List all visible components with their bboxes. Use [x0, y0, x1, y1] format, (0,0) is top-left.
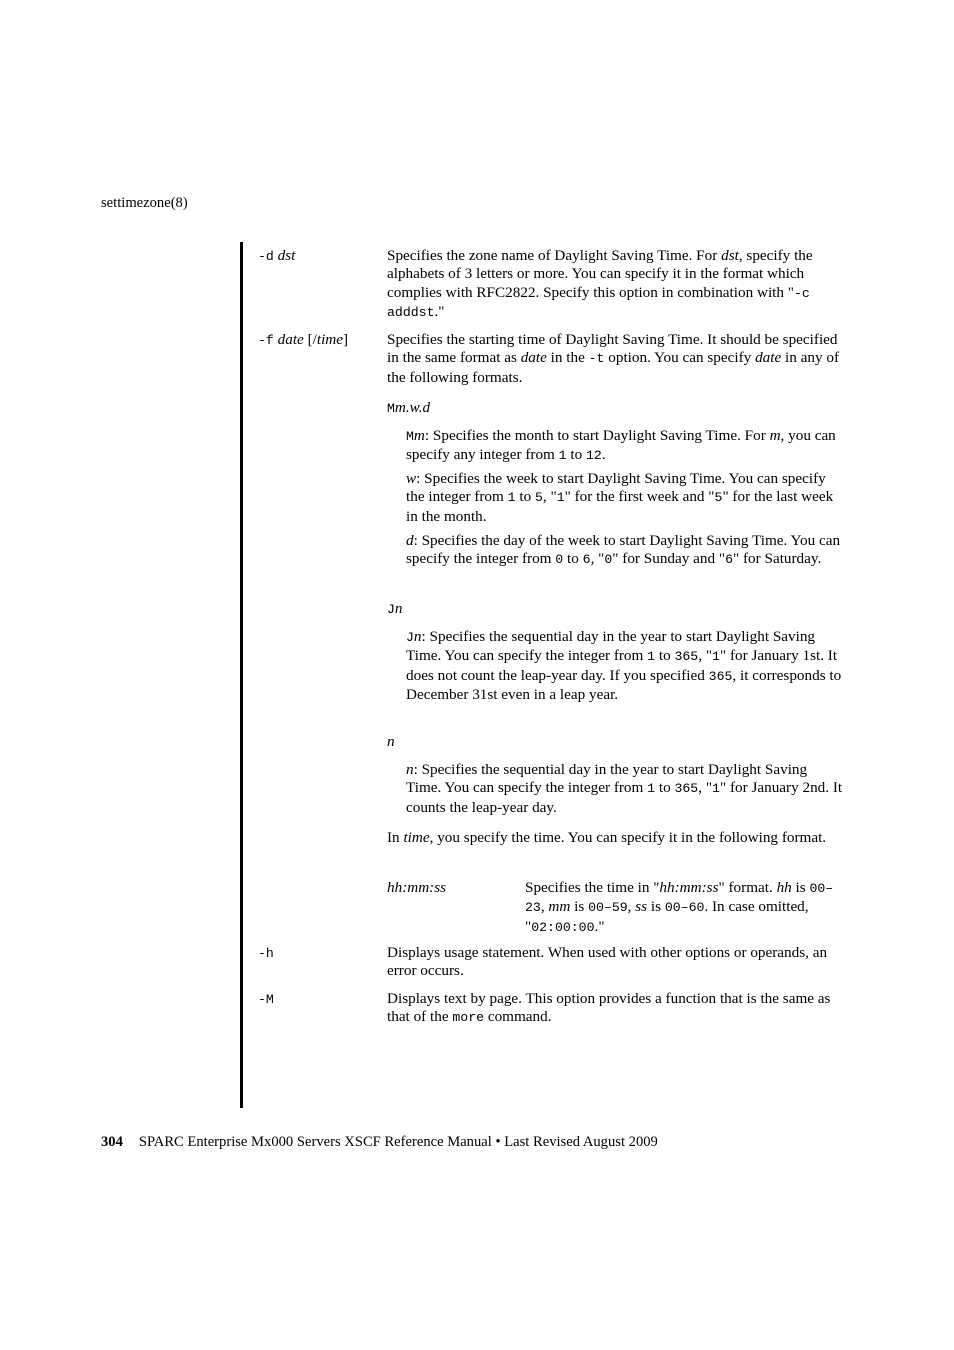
text-run: : Specifies the week to start Daylight Saving Time. You can specify the integer from	[406, 470, 826, 506]
text-run: n	[406, 761, 414, 778]
text-run: to	[563, 550, 583, 568]
option-h	[258, 944, 274, 963]
text-run: hh:mm:ss	[659, 879, 719, 896]
option-d	[258, 247, 295, 266]
option-arg-time: time	[316, 331, 344, 348]
text-run: is	[647, 898, 665, 916]
text-run: 0	[555, 552, 564, 568]
text-run: J	[387, 602, 395, 617]
text-run: 00–59	[588, 900, 628, 916]
page-number: 304	[101, 1134, 123, 1150]
format-mwd-item-m	[406, 427, 843, 466]
text-run: 12	[586, 448, 602, 464]
format-mwd-item-d	[406, 532, 843, 570]
text-run: m.w.d	[394, 399, 431, 416]
text-run: dst	[721, 247, 739, 264]
text-run: " for Sunday and "	[612, 550, 726, 568]
text-run: " for the first week and "	[564, 488, 715, 506]
page-footer	[101, 1133, 658, 1151]
text-run: to	[655, 779, 675, 797]
text-run: to	[515, 488, 535, 506]
text-run: " for the last week in the month.	[406, 488, 834, 525]
text-run: in any of the following formats.	[387, 349, 840, 386]
change-bar	[240, 242, 243, 1108]
text-run: n	[413, 628, 422, 645]
text-run: In	[387, 829, 404, 846]
text-run: , "	[590, 550, 605, 568]
text-run: : Specifies the sequential day in the year to start Daylight Saving Time. You can specify the integer from	[406, 761, 808, 797]
format-label-n	[387, 733, 395, 751]
text-run: 0	[604, 552, 613, 568]
text-run: " for January 1st. It does not count the leap-year day. If you specified	[406, 647, 838, 684]
text-run: 1	[712, 781, 720, 797]
format-n-item	[406, 761, 843, 817]
text-run: date	[520, 349, 547, 367]
text-run: , "	[698, 779, 713, 797]
option-f-description	[387, 331, 843, 387]
text-run: , specify the alphabets of 3 letters or more. You can specify it in the format which complies with RFC2822. Specify this option in combination with "	[387, 247, 813, 301]
text-run: " format.	[718, 879, 777, 896]
text-run: n	[394, 600, 403, 617]
text-run: hh	[776, 879, 792, 896]
text-run: is	[791, 879, 810, 896]
text-run: w	[406, 470, 417, 487]
text-run: m	[413, 427, 425, 444]
text-run: -t	[588, 351, 605, 367]
text-run: , you can specify any integer from	[406, 427, 836, 464]
text-run: option. You can specify	[604, 349, 756, 367]
text-run: in the	[546, 349, 589, 367]
text-run: .	[601, 446, 606, 464]
text-run: Specifies the zone name of Daylight Saving Time. For	[387, 247, 722, 264]
format-label-jn	[387, 600, 403, 619]
text-run: " for January 2nd. It counts the leap-year day.	[406, 779, 843, 816]
text-run: -c adddst	[387, 285, 810, 321]
text-run: : Specifies the month to start Daylight Saving Time. For	[424, 427, 770, 444]
text-run: m	[769, 427, 781, 444]
text-run: 1	[647, 649, 656, 665]
text-run: 00–60	[664, 900, 705, 916]
option-h-description	[387, 944, 843, 981]
bracket-open: [/	[307, 331, 317, 348]
text-run: 365	[708, 668, 733, 684]
text-run: 6	[725, 552, 733, 568]
manual-title: SPARC Enterprise Mx000 Servers XSCF Reference Manual • Last Revised August 2009	[138, 1134, 658, 1150]
text-run: : Specifies the sequential day in the year to start Daylight Saving Time. You can specify the integer from	[406, 628, 816, 665]
text-run: 365	[674, 781, 699, 797]
text-run: Displays text by page. This option provides a function that is the same as that of the	[387, 990, 831, 1026]
option-arg-date: date	[277, 331, 304, 348]
text-run: 1	[558, 448, 567, 464]
text-run: ."	[434, 303, 445, 321]
text-run: mm	[548, 898, 571, 916]
text-run: ,	[627, 898, 636, 916]
bracket-close: ]	[343, 331, 349, 348]
time-key-text: hh:mm:ss	[387, 879, 447, 896]
text-run: Specifies the starting time of Daylight Saving Time. It should be specified in the same format as	[387, 331, 838, 367]
text-run: to	[566, 446, 587, 464]
text-run: to	[655, 647, 675, 665]
option-flag: -h	[258, 946, 274, 961]
text-run: " for Saturday.	[733, 550, 822, 568]
text-run: n	[387, 733, 395, 750]
format-mwd-item-w	[406, 470, 843, 526]
text-run: 00–23	[525, 881, 834, 916]
text-run: Specifies the time in "	[525, 879, 660, 896]
format-jn-item	[406, 628, 843, 705]
text-run: ss	[635, 898, 648, 916]
option-arg: dst	[277, 247, 296, 264]
text-run: , it corresponds to December 31st even in a leap year.	[406, 666, 842, 704]
time-format-description	[525, 879, 843, 937]
running-header: settimezone(8)	[101, 195, 188, 211]
text-run: 1	[647, 781, 656, 797]
text-run: J	[406, 630, 414, 645]
time-format-key	[387, 879, 446, 897]
text-run: more	[452, 1010, 485, 1026]
text-run: , you specify the time. You can specify it in the following format.	[429, 829, 827, 846]
text-run: date	[755, 349, 782, 367]
text-run: time	[403, 829, 430, 846]
text-run: M	[387, 401, 395, 416]
text-run: M	[406, 429, 414, 444]
text-run: ."	[594, 917, 605, 935]
option-flag: -M	[258, 992, 274, 1007]
text-run: , "	[542, 488, 557, 506]
text-run: is	[570, 898, 589, 916]
text-run: 6	[582, 552, 591, 568]
format-label-mwd	[387, 399, 430, 418]
text-run: d	[406, 532, 414, 549]
time-intro	[387, 829, 843, 847]
text-run: . In case omitted, "	[525, 898, 809, 935]
text-run: : Specifies the day of the week to start Daylight Saving Time. You can specify the integer from	[406, 532, 841, 568]
option-d-description	[387, 247, 843, 323]
option-M	[258, 990, 274, 1009]
text-run: 1	[507, 490, 516, 506]
text-run: 5	[714, 490, 723, 506]
text-run: , "	[698, 647, 713, 665]
option-f	[258, 331, 348, 350]
text-run: 02:00:00	[531, 919, 595, 935]
text-run: 1	[712, 649, 720, 665]
option-flag: -f	[258, 333, 274, 348]
text-run: 365	[674, 649, 699, 665]
text-run: command.	[484, 1008, 552, 1026]
text-run: Displays usage statement. When used with other options or operands, an error occurs.	[387, 944, 828, 980]
text-run: 5	[534, 490, 543, 506]
option-flag: -d	[258, 249, 274, 264]
text-run: ,	[540, 898, 549, 916]
option-M-description	[387, 990, 843, 1028]
text-run: 1	[556, 490, 565, 506]
